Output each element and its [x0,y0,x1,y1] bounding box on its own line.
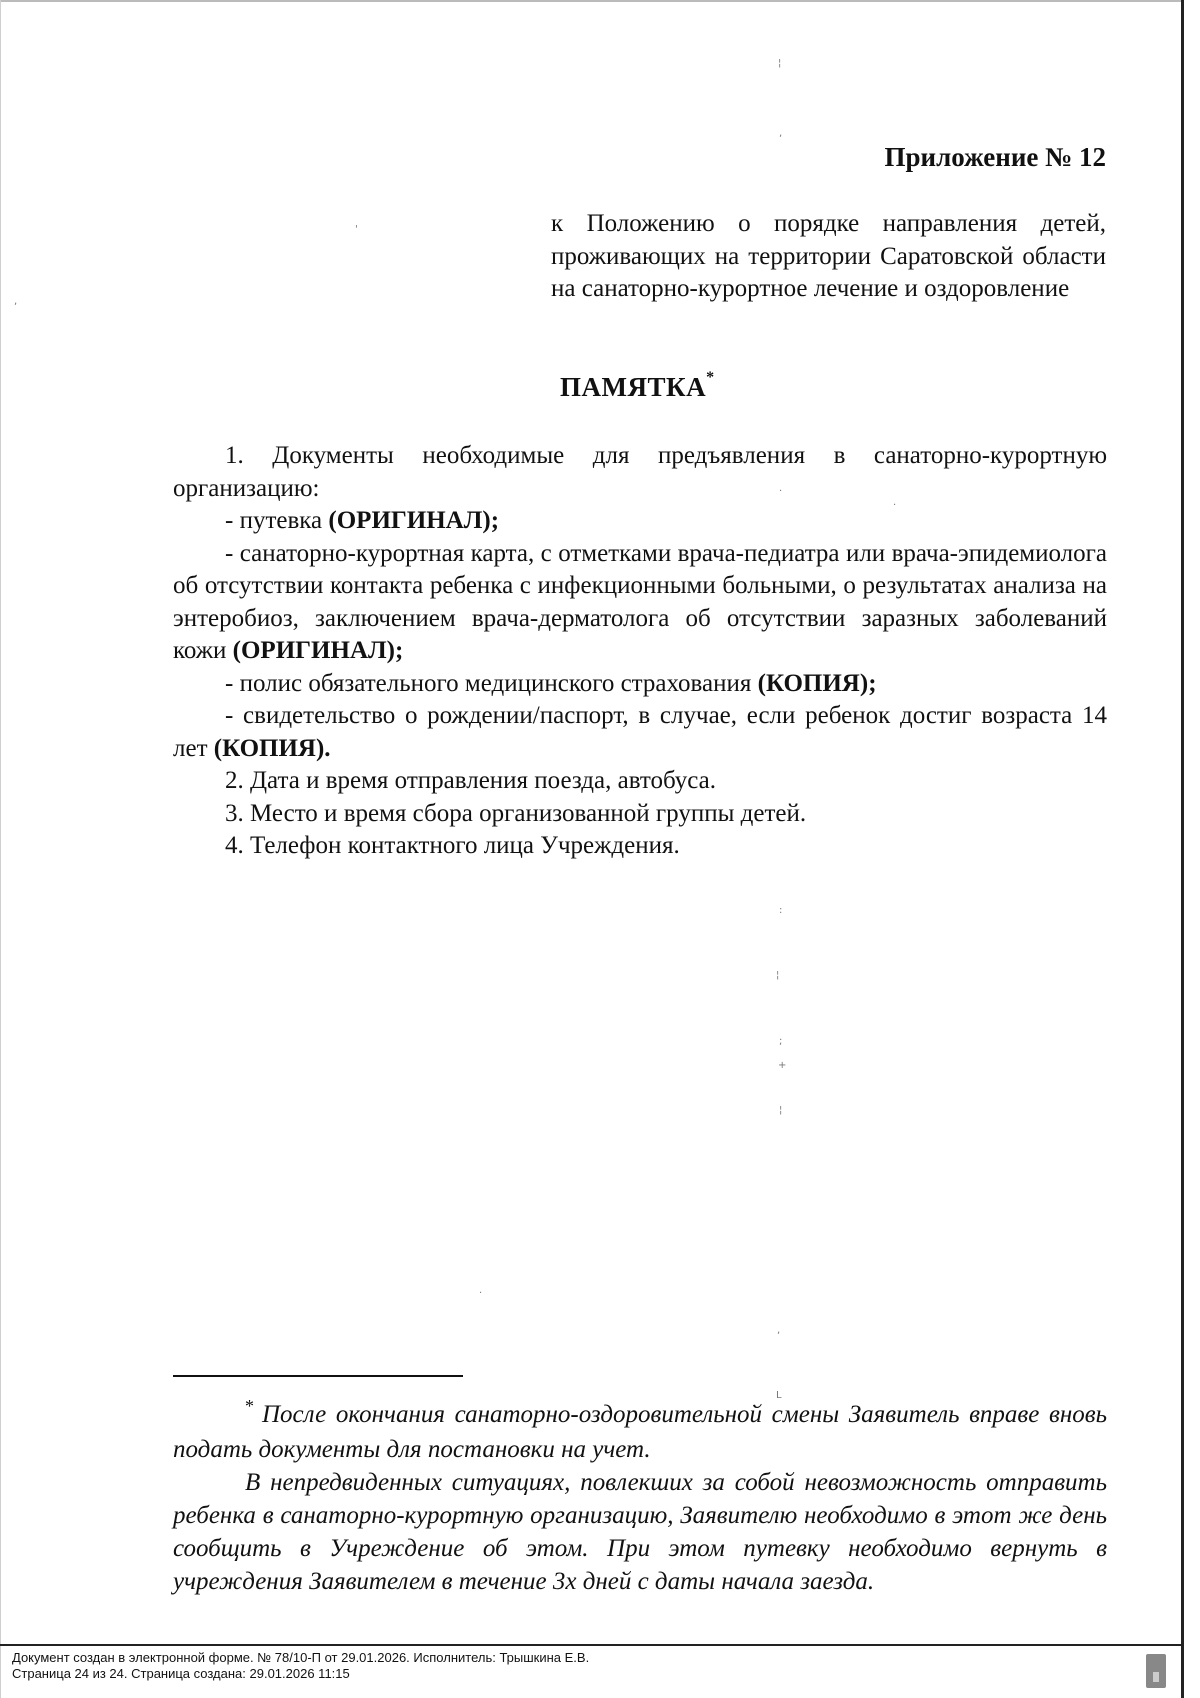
memo-title [560,369,715,403]
footnote [173,1398,1107,1598]
scan-speck: · [893,500,897,511]
document-item-3-text: - полис обязательного медицинского страхования [225,669,758,697]
document-item-3 [173,668,1107,701]
scan-speck: · [479,1288,483,1299]
document-item-2-note: (ОРИГИНАЛ); [232,637,404,664]
scan-speck: + [778,1060,787,1071]
footer-line-2: Страница 24 из 24. Страница создана: 29.01.2026 11:15 [12,1666,350,1681]
scan-speck: : [779,905,783,916]
item-2: 2. Дата и время отправления поезда, автобуса. [225,767,717,794]
document-item-4-note: (КОПИЯ). [213,734,331,762]
scan-speck: ¦ [776,970,780,981]
scan-speck: , [777,1325,781,1336]
document-footer [0,1644,1184,1698]
scan-speck: ' [355,224,358,235]
appendix-reference: к Положению о порядке направления детей, проживающих на территории Саратовской области на санаторно-курортное лечение и оздоровление [551,210,1106,302]
document-item-2-text: - санаторно-курортная карта, с отметками врача-педиатра или врача-эпидемиолога об отсутствии контакта ребенка с инфекционными больными, о результатах анализа на энтеробиоз, заключением врача-дерматолога об отсутствии заразных заболеваний кожи [173,539,1107,664]
scan-speck: L [776,1390,782,1401]
footnote-paragraph-1 [173,1398,1107,1466]
scan-speck: · [779,486,783,497]
footnote-paragraph-2: В непредвиденных ситуациях, повлекших за собой невозможность отправить ребенка в санаторно-курортную организацию, Заявителю необходимо в этот же день сообщить в Учреждение об этом. При этом путевку необходимо вернуть в учреждения Заявителем в течение 3х дней с даты начала заезда. [173,1469,1107,1595]
item-3: 3. Место и время сбора организованной группы детей. [225,799,807,827]
scan-speck: , [779,128,783,139]
scan-speck: , [14,296,18,307]
memo-body [173,440,1107,863]
footnote-mark: * [245,1396,254,1416]
document-item-3-note: (КОПИЯ); [757,669,877,697]
scan-speck: ; [779,1036,783,1047]
emblem-icon [1146,1654,1166,1688]
appendix-title: Приложение № 12 [884,142,1106,172]
document-item-4-text: - свидетельство о рождении/паспорт, в случае, если ребенок достиг возраста 14 лет [173,702,1107,762]
memo-title-text: ПАМЯТКА [560,372,707,402]
footer-line-1: Документ создан в электронной форме. № 78/10-П от 29.01.2026. Исполнитель: Трышкина Е.В. [12,1650,590,1665]
document-item-1-note: (ОРИГИНАЛ); [328,507,500,534]
scan-speck: ¦ [779,1105,783,1116]
item-4: 4. Телефон контактного лица Учреждения. [225,832,680,859]
document-item-1-text: - путевка [225,507,329,534]
memo-title-footnote-mark: * [706,369,715,386]
footnote-paragraph-1-text: После окончания санаторно-оздоровительной смены Заявитель вправе вновь подать документы для постановки на учет. [173,1401,1107,1463]
document-item-2 [173,538,1107,668]
document-item-4 [173,700,1107,765]
item-1-intro: 1. Документы необходимые для предъявления в санаторно-курортную организацию: [173,442,1107,502]
document-item-1 [173,505,1107,538]
footnote-rule [173,1375,463,1377]
scan-speck: ¦ [778,58,782,69]
